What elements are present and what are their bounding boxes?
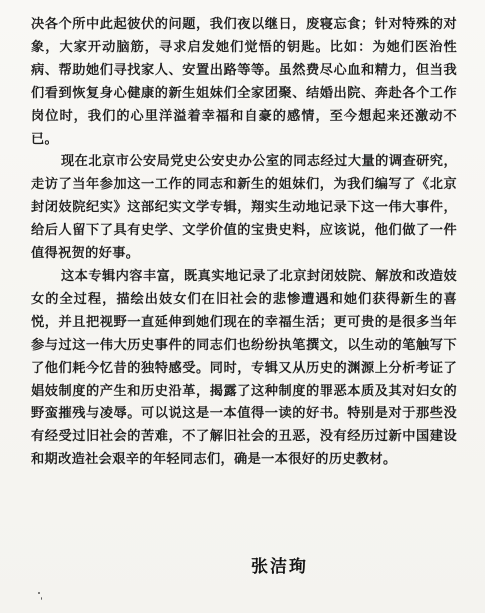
paragraph-continued: 决各个所中此起彼伏的问题，我们夜以继日，废寝忘食；针对特殊的对象，大家开动脑筋，寻求启发她们觉悟的钥匙。比如：为她们医治性病、帮助她们寻找家人、安置出路等等。虽然费尽心血和精力，但当我们看到恢复身心健康的新生姐妹们全家团聚、结婚出院、奔赴各个工作岗位时，我们的心里洋溢着幸福和自豪的感情，至今想起来还激动不已。	[31, 17, 457, 147]
body-text	[31, 14, 457, 472]
scan-speck	[41, 597, 42, 600]
author-signature: 张洁珣	[251, 557, 308, 577]
paragraph-2: 现在北京市公安局党史公安史办公室的同志经过大量的调查研究，走访了当年参加这一工作的同志和新生的姐妹们，为我们编写了《北京封闭妓院纪实》这部纪实文学专辑，翔实生动地记录下这一伟大事件，给后人留下了具有史学、文学价值的宝贵史料，应该说，他们做了一件值得祝贺的好事。	[31, 154, 457, 262]
scan-speck	[38, 592, 40, 594]
paragraph-3: 这本专辑内容丰富，既真实地记录了北京封闭妓院、解放和改造妓女的全过程，描绘出妓女们在旧社会的悲惨遭遇和她们获得新生的喜悦，并且把视野一直延伸到她们现在的幸福生活；更可贵的是很多当年参与过这一伟大历史事件的同志们也纷纷执笔撰文，以生动的笔触写下了他们耗今忆昔的独特感受。同时，专辑又从历史的渊源上分析考证了娼妓制度的产生和历史沿革，揭露了这种制度的罪恶本质及其对妇女的野蛮摧残与凌辱。可以说这是一本值得一读的好书。特别是对于那些没有经受过旧社会的苦难，不了解旧社会的丑恶，没有经历过新中国建设和期改造社会艰辛的年轻同志们，确是一本很好的历史教材。	[31, 268, 457, 468]
